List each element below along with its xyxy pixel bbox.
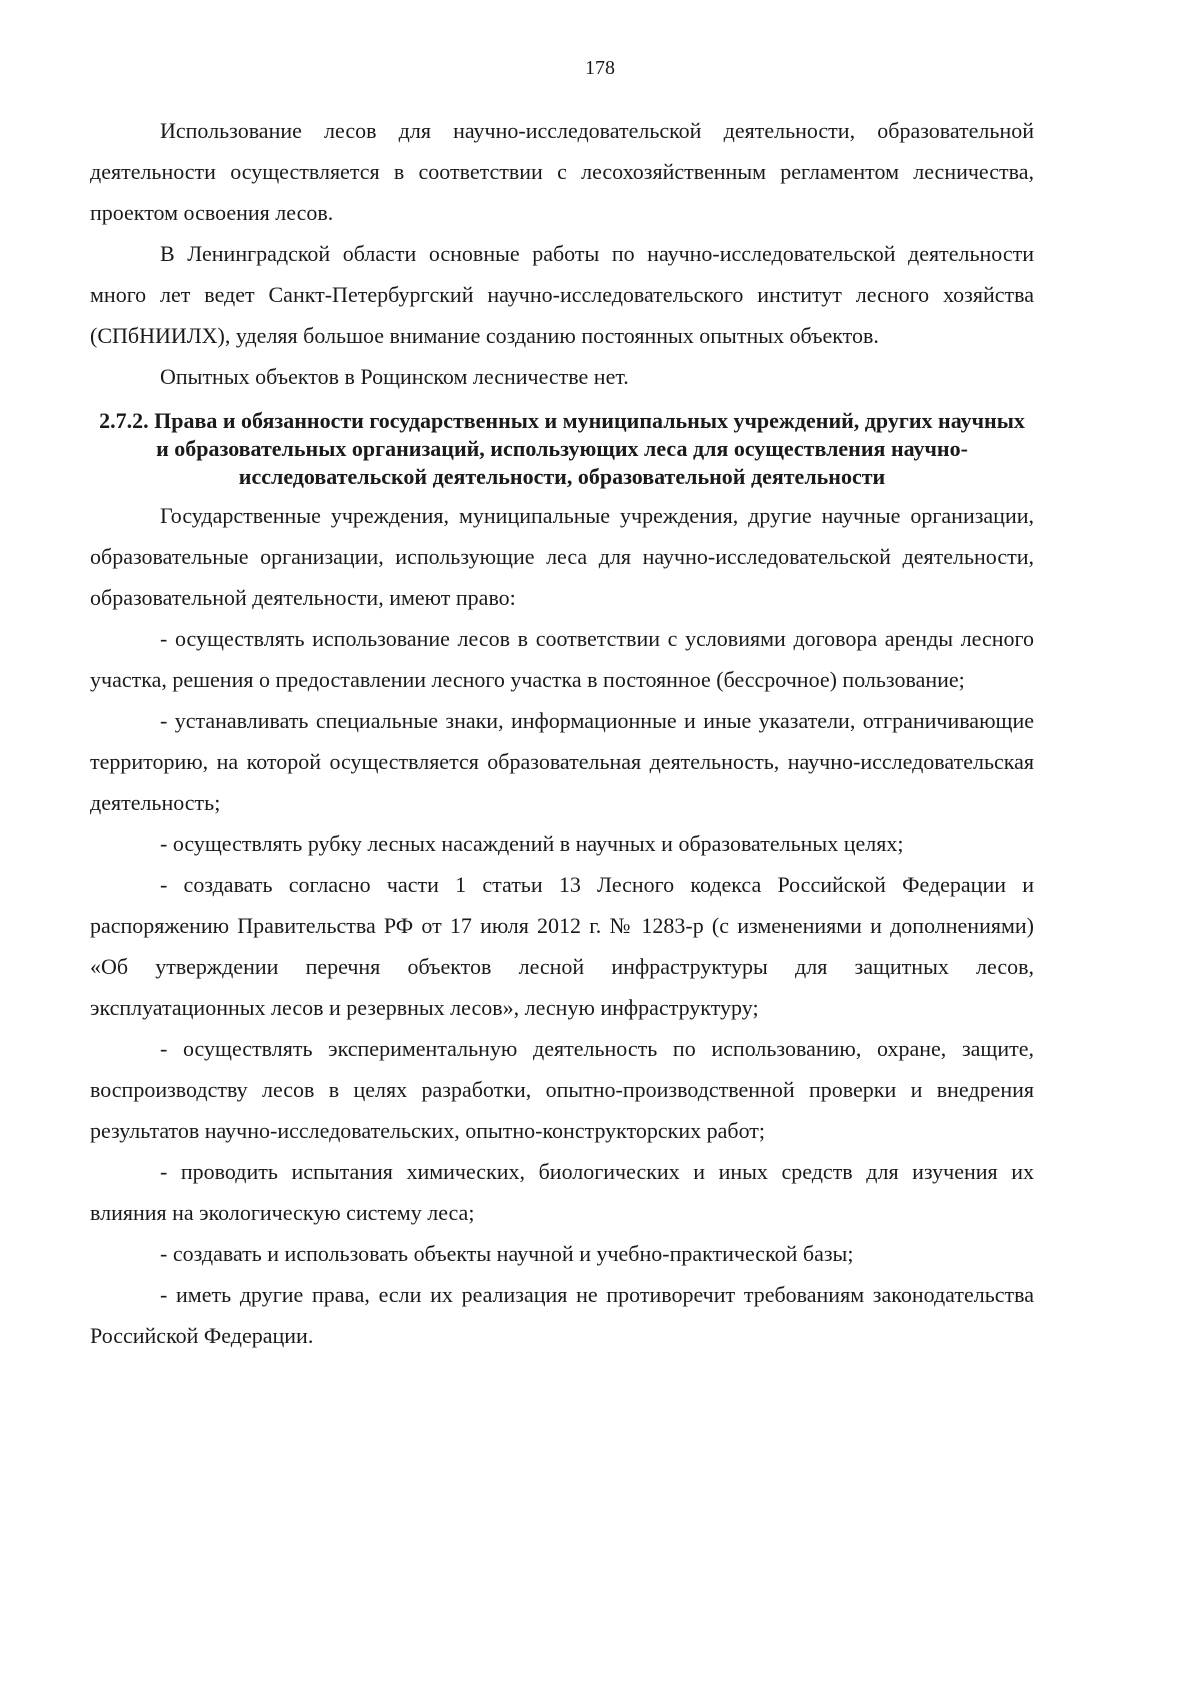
paragraph-no-test-objects: Опытных объектов в Рощинском лесничестве нет. bbox=[160, 364, 629, 389]
rights-list-item: - осуществлять использование лесов в соответствии с условиями договора аренды лесного участка, решения о предоставлении лесного участка в постоянное (бессрочное) пользование; bbox=[90, 626, 1034, 692]
paragraph-section-lead: Государственные учреждения, муниципальные учреждения, другие научные организации, образовательные организации, использующие леса для научно-исследовательской деятельности, образовательной деятельности, имеют право: bbox=[90, 503, 1034, 610]
paragraph-leningrad-research: В Ленинградской области основные работы по научно-исследовательской деятельности много лет ведет Санкт-Петербургский научно-исследовательского институт лесного хозяйства (СПбНИИЛХ), уделяя большое внимание созданию постоянных опытных объектов. bbox=[90, 241, 1034, 348]
rights-list-item: - осуществлять рубку лесных насаждений в научных и образовательных целях; bbox=[160, 831, 904, 856]
rights-list-item: - устанавливать специальные знаки, информационные и иные указатели, отграничивающие территорию, на которой осуществляется образовательная деятельность, научно-исследовательская деятельность; bbox=[90, 708, 1034, 815]
section-heading: 2.7.2. Права и обязанности государственных и муниципальных учреждений, других научных и образовательных организаций, использующих леса для осуществления научно-исследовательской деятельности, образовательной деятельности bbox=[99, 408, 1025, 489]
rights-list-item: - осуществлять экспериментальную деятельность по использованию, охране, защите, воспроизводству лесов в целях разработки, опытно-производственной проверки и внедрения результатов научно-исследовательских, опытно-конструкторских работ; bbox=[90, 1036, 1034, 1143]
document-page bbox=[90, 0, 1034, 1696]
rights-list-item: - создавать и использовать объекты научной и учебно-практической базы; bbox=[160, 1241, 854, 1266]
rights-list-item: - проводить испытания химических, биологических и иных средств для изучения их влияния на экологическую систему леса; bbox=[90, 1159, 1034, 1225]
paragraph-forest-use: Использование лесов для научно-исследовательской деятельности, образовательной деятельности осуществляется в соответствии с лесохозяйственным регламентом лесничества, проектом освоения лесов. bbox=[90, 118, 1034, 225]
page-content bbox=[90, 110, 1034, 1356]
rights-list-item: - создавать согласно части 1 статьи 13 Лесного кодекса Российской Федерации и распоряжению Правительства РФ от 17 июля 2012 г. № 1283-р (с изменениями и дополнениями) «Об утверждении перечня объектов лесной инфраструктуры для защитных лесов, эксплуатационных лесов и резервных лесов», лесную инфраструктуру; bbox=[90, 872, 1034, 1020]
page-number: 178 bbox=[585, 57, 615, 79]
rights-list-item: - иметь другие права, если их реализация не противоречит требованиям законодательства Российской Федерации. bbox=[90, 1282, 1034, 1348]
